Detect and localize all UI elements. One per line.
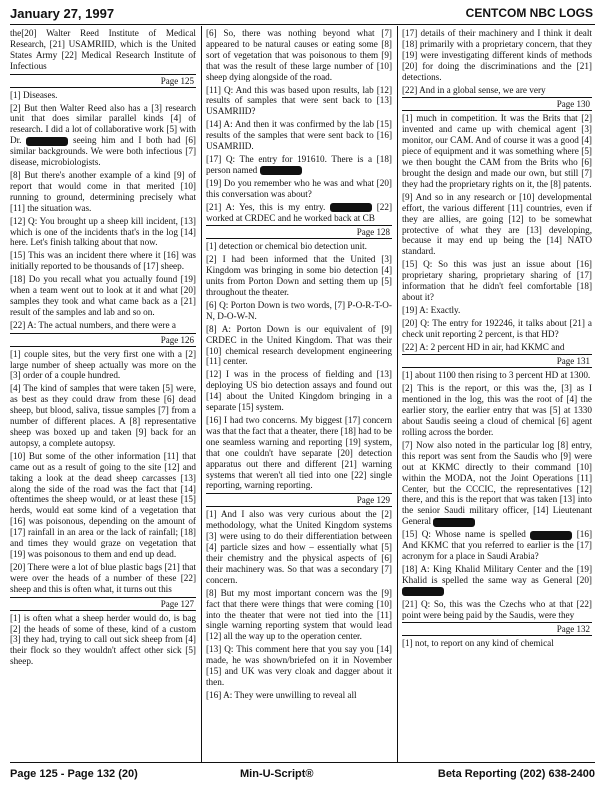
transcript-paragraph: [10] But some of the other information [11] that came out as a result of going to the site [12] and taking a look at the dead sheep carcasses [13] along the side of the road was the fact that [14] oftentimes the sheep would, or at least these [15] herds, would eat some kind of a vegetation that [16] was poisonous, depending on the amount of [17] rainfall in an area or the lack of rainfall; [18] and times they would graze on vegetation that [19] was poisonous to them and end up dead. [10,450,196,559]
transcript-paragraph: [15] Q: So this was just an issue about [16] proprietary sharing, proprietary sharing of [17] information that he didn't feel comfortable [18] about it? [402,259,592,302]
transcript-paragraph: [8] A: Porton Down is our equivalent of [9] CRDEC in the United Kingdom. That was their [10] chemical research development engineering [11] center. [206,323,392,367]
footer-company: Beta Reporting (202) 638-2400 [437,768,595,780]
transcript-paragraph: [14] A: And then it was confirmed by the lab [15] results of the samples that were sent back to [16] USAMRIID. [206,119,392,152]
transcript-paragraph: [7] Now also noted in the particular log [8] entry, this report was sent from the Saudis who [9] were out at KKMC directly to their command [10] within the MODA, not the Joint Operations [11] Center, but the CCCIC, the representatives [12] there, and this is the report that was taken [13] into the senior Saudi military officer, [14] Lieutenant General [402,439,592,527]
transcript-paragraph: [21] A: Yes, this is my entry. [22] worked at CRDEC and he worked back at CB [206,201,392,223]
transcript-paragraph: [12] I was in the process of fielding and [13] deploying US bio detection assays and found out [14] about the United Kingdom bringing in a separate [15] system. [206,369,392,413]
page-marker: Page 129 [206,493,392,507]
transcript-paragraph: [8] But there's another example of a kind [9] of report that would come in that merited [10] running to ground, determining precisely what [11] the situation was. [10,169,196,213]
transcript-paragraph: [21] Q: So, this was the Czechs who at that [22] point were being paid by the Saudis, were they [402,598,592,620]
page-marker: Page 128 [206,225,392,239]
transcript-paragraph: [1] couple sites, but the very first one with a [2] large number of sheep actually was more on the [3] order of a couple hundred. [10,348,196,381]
transcript-paragraph: [15] Q: Whose name is spelled [16] And KKMC that you referred to earlier is the [17] acronym for a place in Saudi Arabia? [402,529,592,561]
redaction-block [530,531,572,540]
transcript-paragraph: [1] much in competition. It was the Brits that [2] invented and came up with chemical agent [3] monitor, our CAM. And of course it was a good [4] piece of equipment and it was something where [5] we then bought the CAM from the Brits who [6] brought the design and made our own, but still [7] they had the proprietary rights on it, the [8] patents. [402,113,592,189]
footer-brand: Min-U-Script® [240,768,314,780]
transcript-paragraph: [2] I had been informed that the United [3] Kingdom was bringing in some bio detection [4] units from Porton Down and setting them up [5] throughout the theater. [206,254,392,298]
transcript-paragraph: [1] is often what a sheep herder would do, is bag [2] the heads of some of these, kind of a custom [3] they had, trying to call out sick sheep from [4] their flock so they wouldn't affect other sick [5] sheep. [10,612,196,667]
redaction-block [433,518,475,527]
transcript-paragraph: [2] But then Walter Reed also has a [3] research unit that does similar parallel kinds [4] of research. I did a lot of collaborative work [5] with Dr. seeing him and I both had [6] similar backgrounds. We were both infectious [7] disease, microbiologists. [10,102,196,168]
header-rule [10,24,595,25]
transcript-paragraph: [16] A: They were unwilling to reveal all [206,689,357,700]
redaction-block [26,137,68,146]
transcript-paragraph: [22] And in a global sense, we are very [402,84,546,95]
transcript-paragraph: [6] So, there was nothing beyond what [7] appeared to be natural causes or eating some [8] sort of vegetation that was poisonous to them [9] that was the result of these large number of [10] sheep dying alongside of the road. [206,28,392,82]
transcript-paragraph: [18] Do you recall what you actually found [19] when a team went out to look at it and what [20] samples they took and what came back as a [21] result of the samples and lab and so on. [10,274,196,317]
transcript-paragraph: [1] Diseases. [10,89,58,100]
footer-page-range: Page 125 - Page 132 (20) [10,768,138,780]
transcript-paragraph: [20] There were a lot of blue plastic bags [21] that were over the heads of a number of these [22] sheep and this is often what, it turns out this [10,561,196,594]
column-divider [397,26,398,762]
transcript-paragraph: [19] A: Exactly. [402,304,461,315]
page-marker: Page 132 [402,622,592,636]
transcript-paragraph: [2] This is the report, or this was the, [3] as I mentioned in the log, this was the root of [4] the earlier story, the earlier entry that was [5] at 1330 about Saudis seeing a cloud of chemical [6] agent rolling across the border. [402,383,592,437]
page-marker: Page 126 [10,333,196,347]
page-header [0,0,607,26]
transcript-paragraph: [13] Q: This comment here that you say you [14] made, he was shown/briefed on it in November [15] and UK was very cloak and dagger about it then. [206,644,392,687]
page-marker: Page 125 [10,74,196,88]
page-marker: Page 127 [10,597,196,611]
transcript-paragraph: the[20] Walter Reed Institute of Medical Research, [21] USAMRIID, which is the United States Army [22] Medical Research Institute of Infectious [10,28,196,71]
transcript-paragraph: [15] This was an incident there where it [16] was initially reported to be thousands of [17] sheep. [10,250,196,272]
transcript-paragraph: [9] And so in any research or [10] developmental effort, the various different [11] countries, even if they are allies, are going [12] to be somewhat protective of what they are [13] developing, because it may end up being the [14] NATO standard. [402,191,592,257]
footer-rule [10,762,595,763]
page-marker: Page 131 [402,354,592,368]
transcript-column-1 [10,28,196,758]
transcript-paragraph: [16] I had two concerns. My biggest [17] concern was that the fact that a theater, there [18] had to be one seamless warning and reporting [19] system, that one couldn't have separate [20] detection apparatus out there and different [21] warning systems that weren't all tied into one [22] single reporting, warning reporting. [206,415,392,491]
transcript-paragraph: [22] A: The actual numbers, and there were a [10,319,176,330]
page-footer [10,768,595,786]
transcript-paragraph: [8] But my most important concern was the [9] fact that there were things that were coming [10] into the theater that were not tied into the [11] single warning reporting system that would lead [12] all the way up to the operation center. [206,587,392,642]
transcript-paragraph: [19] Do you remember who he was and what [20] this conversation was about? [206,177,392,199]
transcript-paragraph: [22] A: 2 percent HD in air, had KKMC and [402,341,565,352]
header-title: CENTCOM NBC LOGS [465,6,593,20]
header-date: January 27, 1997 [10,6,115,21]
transcript-paragraph: [17] Q: The entry for 191610. There is a [18] person named [206,153,392,175]
transcript-paragraph: [11] Q: And this was based upon results, lab [12] results of samples that were sent back to [13] USAMRIID? [206,84,392,117]
transcript-paragraph: [1] about 1100 then rising to 3 percent HD at 1300. [402,370,591,381]
transcript-paragraph: [1] detection or chemical bio detection unit. [206,241,367,252]
redaction-block [260,166,302,175]
transcript-paragraph: [20] Q: The entry for 192246, it talks about [21] a check unit reporting 2 percent, is that HD? [402,317,592,339]
transcript-column-2 [206,28,392,758]
transcript-paragraph: [1] And I also was very curious about the [2] methodology, what the United Kingdom systems [3] were using to do their differentiation between [4] particle sizes and how – essentially what [5] their chemistry and the physical aspects of [6] their machinery was. So that was a secondary [7] concern. [206,509,392,585]
page-marker: Page 130 [402,97,592,111]
redaction-block [402,587,444,596]
redaction-block [330,203,372,212]
transcript-paragraph: [4] The kind of samples that were taken [5] were, as best as they could draw from these [6] dead sheep, but blood, saliva, tissue samples [7] from a number of different places. A [8] representative sheep was boxed up and taken [9] back for an autopsy, a complete autopsy. [10,383,196,448]
transcript-column-3 [402,28,592,758]
transcript-paragraph: [1] not, to report on any kind of chemical [402,638,554,649]
column-divider [201,26,202,762]
transcript-paragraph: [6] Q: Porton Down is two words, [7] P-O-R-T-O-N, D-O-W-N. [206,299,392,321]
transcript-paragraph: [12] Q: You brought up a sheep kill incident, [13] which is one of the incidents that's in the log [14] here. Let's finish talking about that now. [10,215,196,248]
transcript-paragraph: [18] A: King Khalid Military Center and the [19] Khalid is spelled the same way as General [20] [402,564,592,597]
transcript-paragraph: [17] details of their machinery and I think it dealt [18] primarily with a proprietary concern, that they [19] were investigating different kinds of methods [20] for doing the discriminations and the [21] detections. [402,28,592,82]
